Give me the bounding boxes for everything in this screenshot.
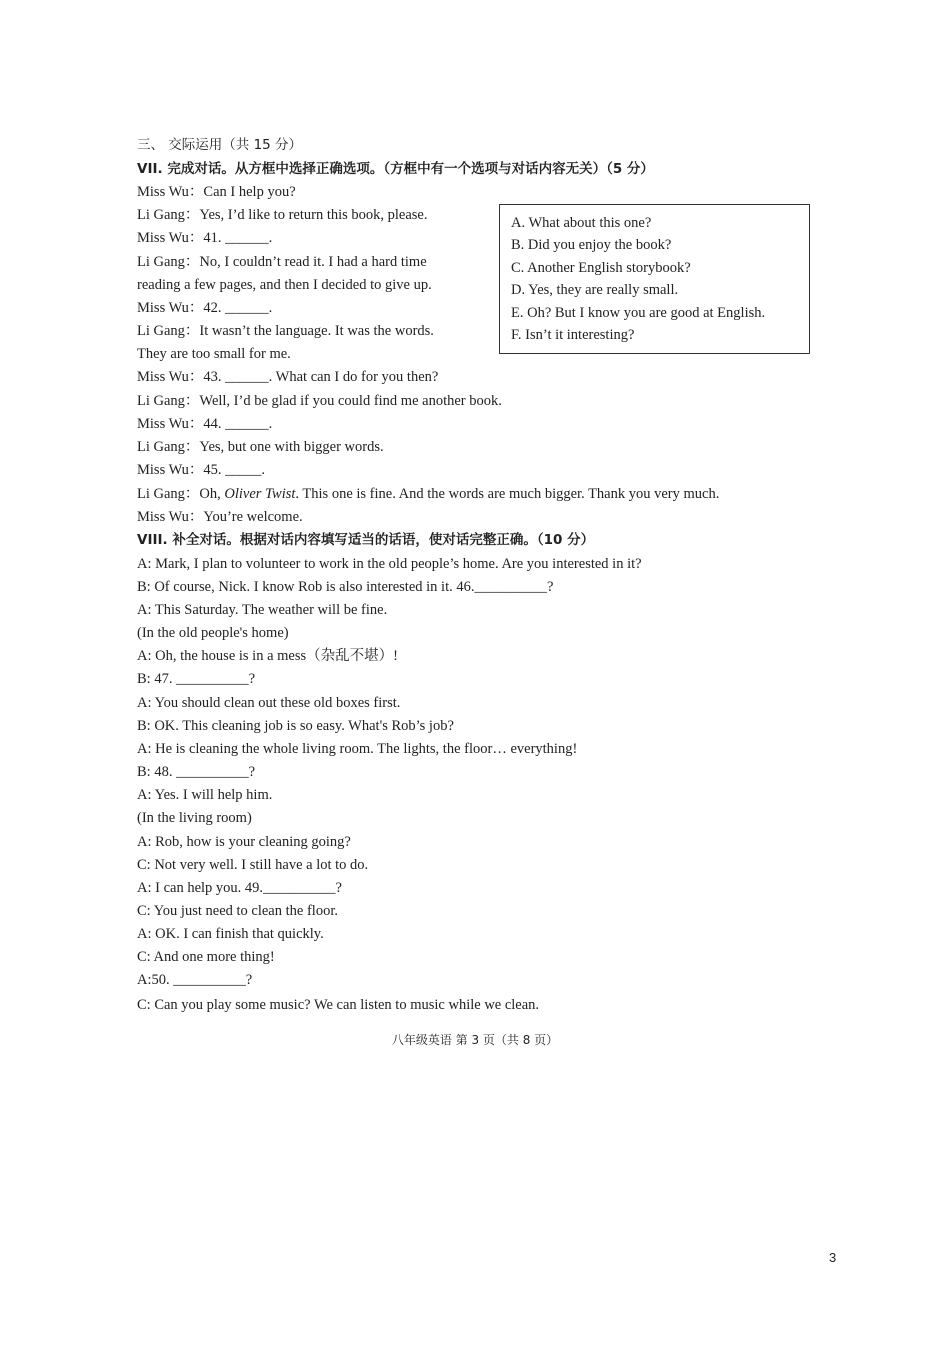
dialogue-line: A: Mark, I plan to volunteer to work in the old people’s home. Are you interested in it?	[137, 556, 642, 572]
dialogue-line: A: You should clean out these old boxes first.	[137, 695, 401, 711]
dialogue-text: Li Gang：No, I couldn’t read it. I had a hard time	[137, 254, 427, 270]
dialogue-line: Li Gang：It wasn’t the language. It was the words.	[137, 323, 434, 339]
dialogue-line: B: Of course, Nick. I know Rob is also interested in it. 46.__________?	[137, 579, 554, 595]
dialogue-line: B: 48. __________?	[137, 764, 256, 780]
dialogue-line: They are too small for me.	[137, 346, 291, 362]
book-title: Oliver Twist	[224, 486, 296, 502]
dialogue-line: A: Oh, the house is in a mess（杂乱不堪）!	[137, 648, 398, 664]
dialogue-line: Miss Wu：43. ______. What can I do for you then?	[137, 369, 439, 385]
page-number: 3	[829, 1250, 837, 1265]
dialogue-text: . This one is fine. And the words are much bigger. Thank you very much.	[295, 486, 720, 502]
dialogue-speaker: Li Gang：Oh,	[137, 486, 225, 502]
option-a: A. What about this one?	[511, 215, 652, 231]
option-f: F. Isn’t it interesting?	[511, 327, 635, 343]
part7-heading: VII. 完成对话。从方框中选择正确选项。（方框中有一个选项与对话内容无关）（5 分）	[137, 161, 654, 177]
dialogue-line: Miss Wu：41. ______.	[137, 230, 273, 246]
dialogue-line: Miss Wu：Can I help you?	[137, 184, 296, 200]
dialogue-line: A: Yes. I will help him.	[137, 787, 273, 803]
page-footer: 八年级英语 第 3 页（共 8 页）	[391, 1033, 559, 1047]
dialogue-line: B: OK. This cleaning job is so easy. What's Rob’s job?	[137, 718, 454, 734]
dialogue-line: Miss Wu：45. _____.	[137, 462, 266, 478]
dialogue-line: (In the living room)	[137, 810, 252, 826]
dialogue-line: C: Can you play some music? We can listen to music while we clean.	[137, 997, 540, 1013]
dialogue-line: Li Gang：Yes, but one with bigger words.	[137, 439, 384, 455]
dialogue-line: Li Gang：Well, I’d be glad if you could find me another book.	[137, 393, 502, 409]
dialogue-line: C: And one more thing!	[137, 949, 275, 965]
dialogue-line: B: 47. __________?	[137, 671, 256, 687]
dialogue-line: Miss Wu：You’re welcome.	[137, 509, 303, 525]
options-box	[499, 204, 810, 354]
part8-heading: VIII. 补全对话。根据对话内容填写适当的话语，使对话完整正确。（10 分）	[137, 532, 595, 548]
dialogue-line: A: This Saturday. The weather will be fine.	[137, 602, 388, 618]
dialogue-line: Miss Wu：44. ______.	[137, 416, 273, 432]
option-b: B. Did you enjoy the book?	[511, 237, 672, 253]
dialogue-line: Li Gang：Yes, I’d like to return this book, please.	[137, 207, 428, 223]
dialogue-line: (In the old people's home)	[137, 625, 289, 641]
dialogue-line: A: He is cleaning the whole living room. The lights, the floor… everything!	[137, 741, 578, 757]
dialogue-line	[137, 485, 719, 503]
dialogue-line: A: Rob, how is your cleaning going?	[137, 834, 351, 850]
dialogue-line: A: I can help you. 49.__________?	[137, 880, 342, 896]
dialogue-line	[137, 253, 485, 271]
option-d: D. Yes, they are really small.	[511, 282, 679, 298]
option-e: E. Oh? But I know you are good at English.	[511, 305, 766, 321]
dialogue-line: C: You just need to clean the floor.	[137, 903, 338, 919]
section-title: 三、 交际运用（共 15 分）	[137, 137, 303, 153]
dialogue-line: C: Not very well. I still have a lot to do.	[137, 857, 369, 873]
dialogue-line: reading a few pages, and then I decided to give up.	[137, 277, 432, 293]
dialogue-line: A:50. __________?	[137, 972, 253, 988]
dialogue-line: A: OK. I can finish that quickly.	[137, 926, 324, 942]
dialogue-line: Miss Wu：42. ______.	[137, 300, 273, 316]
option-c: C. Another English storybook?	[511, 260, 691, 276]
